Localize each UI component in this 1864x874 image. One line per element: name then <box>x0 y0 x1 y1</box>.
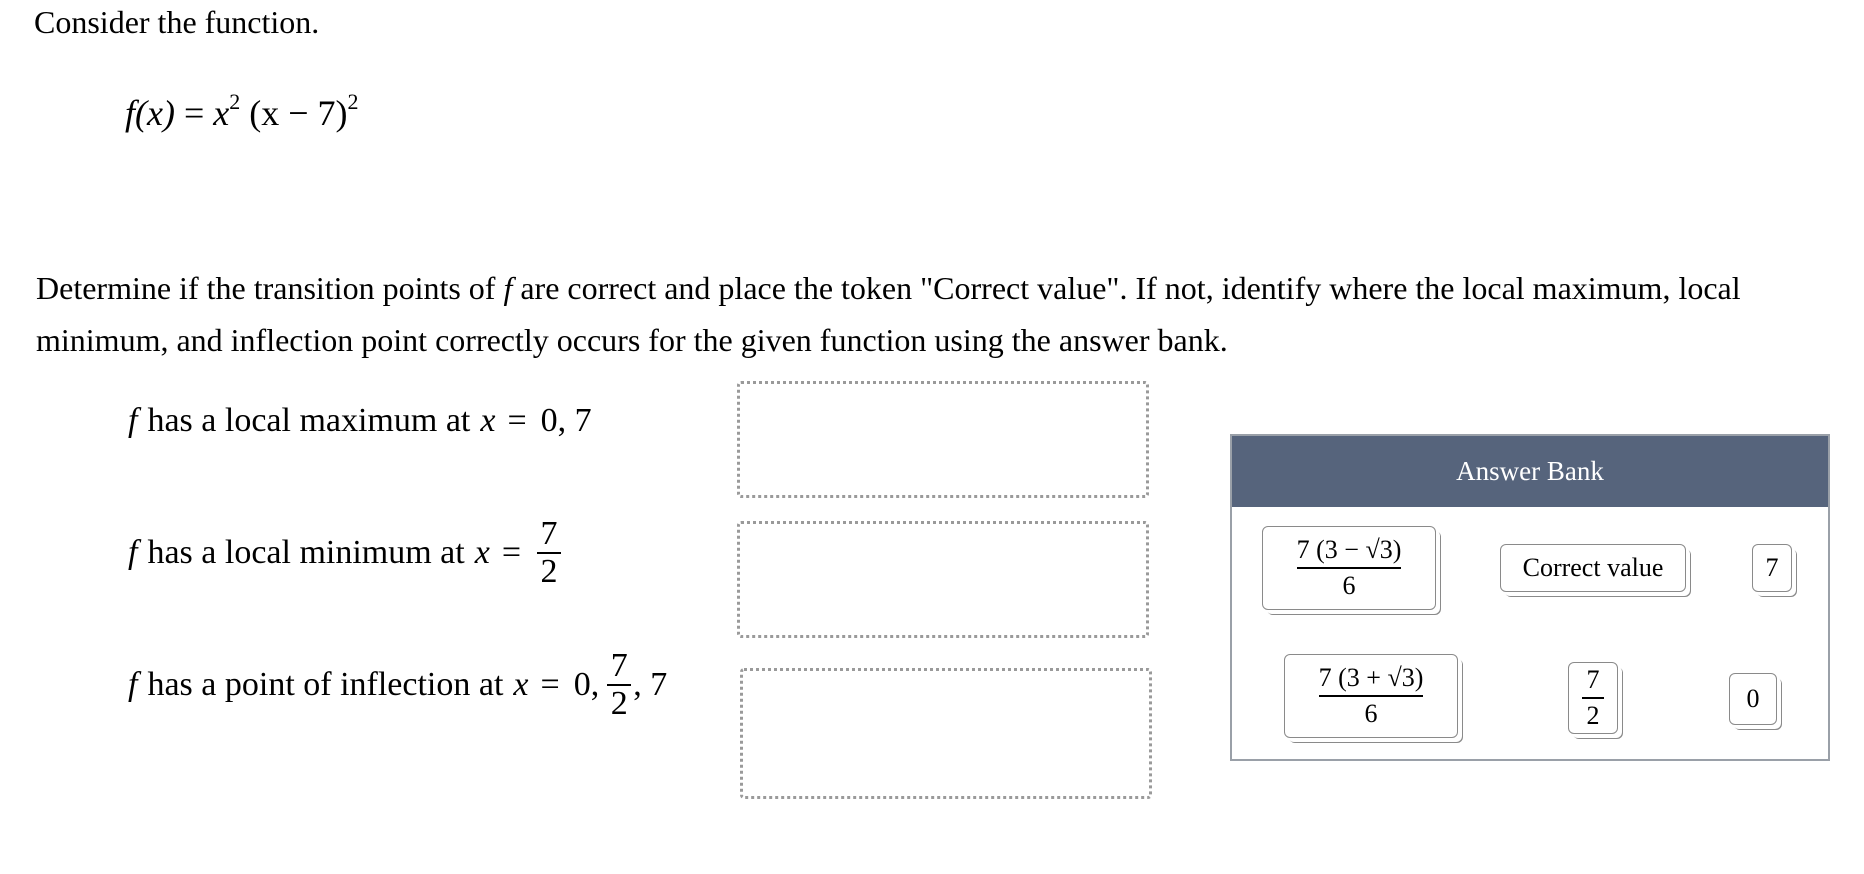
token-7[interactable]: 7 <box>1752 544 1792 592</box>
token-fraction <box>1297 533 1402 603</box>
statement-f: f <box>128 666 138 703</box>
token-denominator: 2 <box>1586 701 1600 730</box>
function-lhs: f(x) <box>125 93 175 133</box>
token-0[interactable]: 0 <box>1729 673 1777 725</box>
token-numerator: 7 <box>1586 665 1600 694</box>
statement-fraction <box>607 648 631 722</box>
answer-bank <box>1230 434 1830 761</box>
statement-prefix: 0, <box>573 666 600 703</box>
statement-eq: = <box>507 402 527 439</box>
token-7-3-plus-sqrt3-over-6[interactable] <box>1284 654 1458 738</box>
fraction-numerator: 7 <box>540 515 558 552</box>
instructions <box>36 262 1756 366</box>
instructions-var: f <box>503 270 513 306</box>
statement-text: has a point of inflection at <box>147 666 504 703</box>
fraction-numerator: 7 <box>610 647 628 684</box>
function-equals: = <box>183 93 205 133</box>
statement-fraction <box>537 516 561 590</box>
drop-zone-inflection[interactable] <box>740 668 1152 799</box>
function-base-x: x <box>213 93 230 133</box>
statement-suffix: , 7 <box>633 666 668 703</box>
fraction-denominator: 2 <box>610 685 628 722</box>
statement-value: 0, 7 <box>540 402 592 439</box>
token-7-3-minus-sqrt3-over-6[interactable] <box>1262 526 1436 610</box>
statement-local-max <box>128 402 592 440</box>
statement-text: has a local minimum at <box>147 534 465 571</box>
token-numerator: 7 (3 + √3) <box>1318 663 1424 692</box>
answer-bank-header: Answer Bank <box>1232 436 1828 507</box>
drop-zone-local-min[interactable] <box>737 521 1149 638</box>
token-fraction <box>1319 661 1424 731</box>
instructions-part1: Determine if the transition points of <box>36 270 496 306</box>
instructions-part2: are correct and place the token "Correct value". If not, identify where the local maximum, local minimum, and inflection point correctly occurs for the given function using the answer bank. <box>36 270 1741 358</box>
statement-x: x <box>474 534 490 571</box>
drop-zone-local-max[interactable] <box>737 381 1149 498</box>
statement-x: x <box>513 666 529 703</box>
intro-text: Consider the function. <box>34 4 320 40</box>
statement-eq: = <box>501 534 521 571</box>
statement-text: has a local maximum at <box>147 402 471 439</box>
statement-inflection <box>128 648 667 722</box>
statement-x: x <box>480 402 496 439</box>
fraction-denominator: 2 <box>540 553 558 590</box>
token-correct-value[interactable]: Correct value <box>1500 544 1686 592</box>
statement-local-min <box>128 516 563 590</box>
function-formula <box>125 89 359 134</box>
token-fraction <box>1582 663 1604 733</box>
function-exp-2: 2 <box>347 89 359 114</box>
statement-f: f <box>128 534 138 571</box>
token-7-over-2[interactable] <box>1568 662 1618 734</box>
function-exp-1: 2 <box>229 89 241 114</box>
token-numerator: 7 (3 − √3) <box>1296 535 1402 564</box>
statement-eq: = <box>540 666 560 703</box>
statement-f: f <box>128 402 138 439</box>
function-base-2: (x − 7) <box>249 93 348 133</box>
token-denominator: 6 <box>1364 699 1378 728</box>
token-denominator: 6 <box>1342 571 1356 600</box>
